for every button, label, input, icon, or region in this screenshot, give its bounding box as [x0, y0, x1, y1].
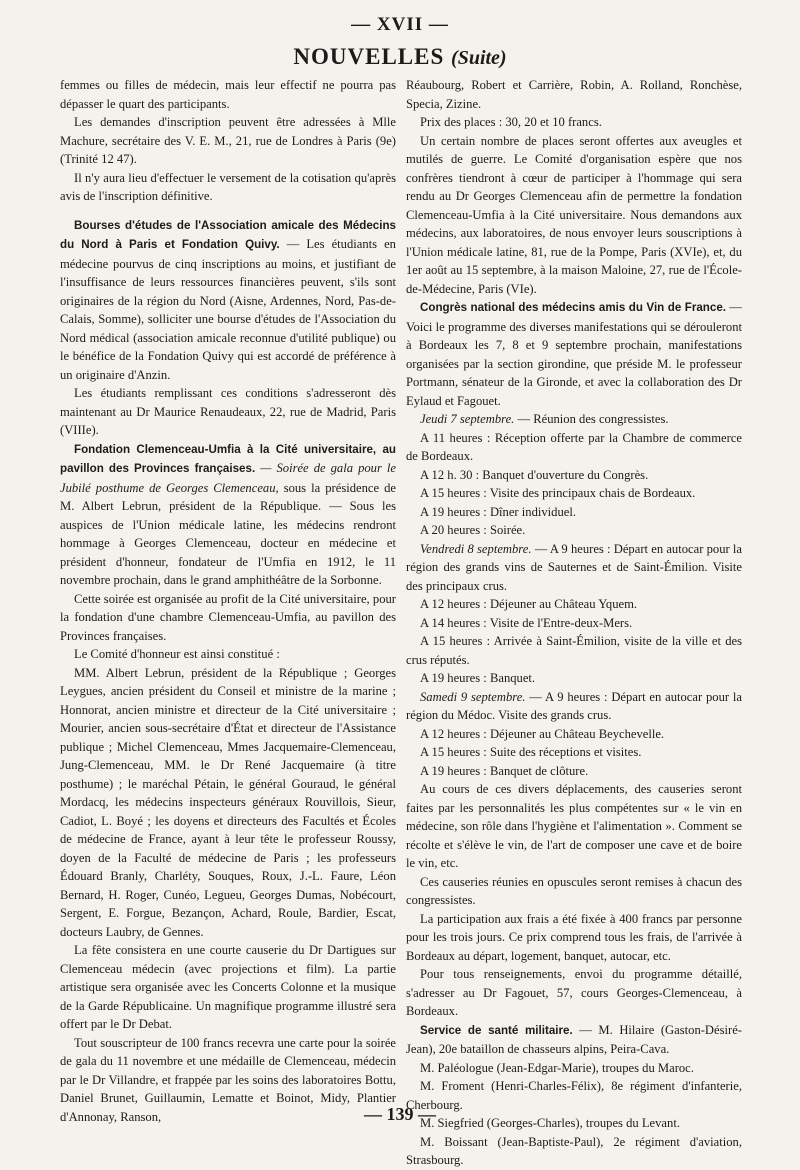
schedule-line: A 19 heures : Dîner individuel.: [420, 504, 576, 519]
schedule-line: A 19 heures : Banquet.: [420, 671, 536, 685]
samedi-item: [406, 688, 742, 725]
paragraph: Le Comité d'honneur est ainsi constitué :: [74, 647, 280, 661]
fondation-item: [60, 440, 396, 590]
schedule-line: A 15 heures : Suite des réceptions et visites.: [420, 745, 642, 759]
paragraph: Les étudiants remplissant ces conditions s'adresseront dès maintenant au Dr Maurice Renaudeaux, 22, rue de Madrid, Paris (VIIIe).: [60, 386, 396, 437]
vendredi-item: [406, 540, 742, 596]
paragraph: Cette soirée est organisée au profit de la Cité universitaire, pour la fondation d'une chambre Clemenceau-Umfia, au pavillon des Provinces françaises.: [60, 591, 396, 643]
fondation-body: sous la présidence de M. Albert Lebrun, président de la République. — Sous les auspices de l'Union médicale latine, les médecins rendront hommage à Georges Clemenceau, docteur en médecine et président d'honneur, fondateur de l'Umfia en 1912, le 11 novembre prochain, dans le grand amphithéâtre de la Sorbonne.: [60, 480, 396, 587]
jeudi-body: — Réunion des congressistes.: [514, 412, 669, 426]
paragraph: Les demandes d'inscription peuvent être adressées à Mlle Machure, secrétaire des V. E. M., 21, rue de Londres à Paris (9e) (Trinité 12 47).: [60, 115, 396, 166]
paragraph: Au cours de ces divers déplacements, des causeries seront faites par les personnalités les plus compétentes sur « le vin en médecine, son rôle dans l'hygiène et l'alimentation ». Comment se récolte et s'élève le vin, de l'art de composer une cave et de boire le vin, etc.: [406, 782, 742, 870]
congres-body: — Voici le programme des diverses manifestations qui se dérouleront à Bordeaux les 7, 8 et 9 septembre prochain, manifestations organisées par la section girondine, que préside M. le professeur Portmann, sénateur de la Gironde, et avec la collaboration des Dr Eylaud et Fagouet.: [406, 300, 743, 408]
schedule-line: A 12 h. 30 : Banquet d'ouverture du Congrès.: [420, 467, 649, 482]
congres-heading: Congrès national des médecins amis du Vin de France.: [420, 301, 726, 314]
sante-heading: Service de santé militaire.: [420, 1023, 573, 1037]
posting-line: M. Paléologue (Jean-Edgar-Marie), troupes du Maroc.: [420, 1060, 694, 1075]
page-number: — 139 —: [364, 1104, 436, 1124]
sante-body: — M. Hilaire (Gaston-Désiré-Jean), 20e bataillon de chasseurs alpins, Peira-Cava.: [406, 1022, 742, 1056]
paragraph: La participation aux frais a été fixée à 400 francs par personne pour les trois jours. Ce prix comprend tous les frais, de l'arrivée à Bordeaux au départ, logement, banquet, autocar, etc.: [406, 911, 742, 963]
sante-item: [406, 1021, 742, 1059]
fondation-heading: Fondation Clemenceau-Umfia à la Cité universitaire, au pavillon des Provinces françaises.: [60, 442, 396, 475]
samedi-body: — A 9 heures : Départ en autocar pour la région du Médoc. Visite des grands crus.: [406, 689, 742, 722]
paragraph: femmes ou filles de médecin, mais leur effectif ne pourra pas dépasser le quart des participants.: [60, 78, 396, 111]
vendredi-body: — A 9 heures : Départ en autocar pour la région des grands vins de Sauternes et de Saint-Émilion. Visite des principaux crus.: [406, 541, 742, 593]
schedule-line: A 19 heures : Banquet de clôture.: [420, 763, 589, 778]
schedule-line: A 12 heures : Déjeuner au Château Yquem.: [420, 597, 638, 611]
schedule-line: A 12 heures : Déjeuner au Château Beychevelle.: [420, 726, 665, 741]
paragraph: Pour tous renseignements, envoi du programme détaillé, s'adresser au Dr Fagouet, 57, cours Georges-Clemenceau, à Bordeaux.: [406, 967, 742, 1018]
posting-line: M. Siegfried (Georges-Charles), troupes du Levant.: [420, 1116, 680, 1130]
fondation-italic: — Soirée de gala pour le Jubilé posthume de Georges Clemenceau,: [60, 461, 397, 495]
left-column: [60, 76, 396, 1126]
schedule-line: A 15 heures : Visite des principaux chais de Bordeaux.: [420, 486, 696, 500]
paragraph: Tout souscripteur de 100 francs recevra une carte pour la soirée de gala du 11 novembre et une médaille de Clemenceau, médecin par le Dr Villandre, et frappée par les soins des laboratoires Bottu, Daniel Brunet, Guillaumin, Lematte et Boinot, Midy, Plantier d'Annonay, Ranson,: [60, 1035, 396, 1124]
paragraph: Un certain nombre de places seront offertes aux aveugles et mutilés de guerre. Le Comité d'organisation espère que nos confrères tiendront à cœur de participer à l'hommage qui sera rendu au Dr Georges Clemenceau afin de permettre la fondation Clemenceau-Umfia à la Cité universitaire. Nous demandons aux médecins, aux laboratoires, de nous envoyer leurs souscriptions à l'Union médicale latine, 81, rue de la Pompe, Paris (XVIe), et, du 1er août au 15 septembre, à la maison Maloine, 27, rue de l'École-de-Médecine, Paris (VIe).: [406, 133, 742, 296]
schedule-line: A 11 heures : Réception offerte par la Chambre de commerce de Bordeaux.: [406, 430, 742, 463]
jeudi-date: Jeudi 7 septembre.: [420, 412, 515, 426]
bourses-item: [60, 216, 396, 385]
schedule-line: A 14 heures : Visite de l'Entre-deux-Mers.: [420, 615, 633, 630]
paragraph: Prix des places : 30, 20 et 10 francs.: [420, 115, 602, 129]
paragraph: Réaubourg, Robert et Carrière, Robin, A. Rolland, Ronchèse, Specia, Zizine.: [406, 78, 742, 111]
section-title-suffix: (Suite): [451, 47, 507, 69]
jeudi-item: [406, 410, 742, 429]
paragraph: MM. Albert Lebrun, président de la République ; Georges Leygues, ancien président du Conseil et ministre de la marine ; Honnorat, ancien ministre et directeur de la Cité universitaire ; Mourier, ancien sous-secrétaire d'État et directeur de l'Assistance publique ; Michel Clemenceau, Mmes Jacquemaire-Clemenceau, Jung-Clemenceau, MM. le Dr René Jacquemaire (à titre posthume) ; le maréchal Pétain, le général Gouraud, le général Mordacq, les médecins inspecteurs généraux Rouvillois, Sieur, Cadiot, L. Boyé ; les doyens et directeurs des Facultés et Écoles de médecine de France, ayant à leur tête le professeur Roussy, doyen de la Faculté de médecine de Paris ; les professeurs Édouard Branly, Charléty, Souques, Roux, J.-L. Faure, Léon Bernard, H. Roger, Cunéo, Legueu, Georges Dumas, Nobécourt, Sergent, E. Forgue, Bezançon, Achard, Roule, Bardier, Escat, docteurs Laubry, de Gennes.: [60, 665, 396, 939]
paragraph: La fête consistera en une courte causerie du Dr Dartigues sur Clemenceau médecin (avec projections et film). La partie artistique sera organisée avec les Concerts Colonne et la musique de la Garde Républicaine. Un magnifique programme illustré sera offert par le Dr Debat.: [60, 943, 396, 1031]
vendredi-date: Vendredi 8 septembre.: [420, 541, 532, 556]
schedule-line: A 20 heures : Soirée.: [420, 523, 526, 537]
bourses-heading: Bourses d'études de l'Association amicale des Médecins du Nord à Paris et Fondation Quivy.: [60, 218, 396, 251]
right-column: [406, 76, 742, 1170]
posting-line: M. Froment (Henri-Charles-Félix), 8e régiment d'infanterie, Cherbourg.: [406, 1079, 742, 1112]
posting-line: M. Boissant (Jean-Baptiste-Paul), 2e régiment d'aviation, Strasbourg.: [406, 1134, 742, 1167]
congres-item: [406, 298, 742, 410]
schedule-line: A 15 heures : Arrivée à Saint-Émilion, visite de la ville et des crus réputés.: [406, 634, 742, 667]
section-title-text: NOUVELLES: [293, 44, 445, 69]
paragraph: Ces causeries réunies en opuscules seront remises à chacun des congressistes.: [406, 874, 742, 907]
page-number-roman: — XVII —: [351, 14, 449, 35]
paragraph: Il n'y aura lieu d'effectuer le versement de la cotisation qu'après avis de l'inscription définitive.: [60, 170, 396, 203]
bourses-body: — Les étudiants en médecine pourvus de cinq inscriptions au moins, et justifiant de l'insuffisance de leurs ressources financières peuvent, s'ils sont originaires de la région du Nord (Aisne, Ardennes, Nord, Pas-de-Calais, Somme), solliciter une bourse d'études de l'Association du Nord médical (association amicale reconnue d'utilité publique) ou le bénéfice de la Fondation Quivy qui est accordé de préférence à un originaire d'Anzin.: [60, 237, 396, 382]
samedi-date: Samedi 9 septembre.: [420, 689, 526, 704]
section-title: [0, 44, 800, 70]
